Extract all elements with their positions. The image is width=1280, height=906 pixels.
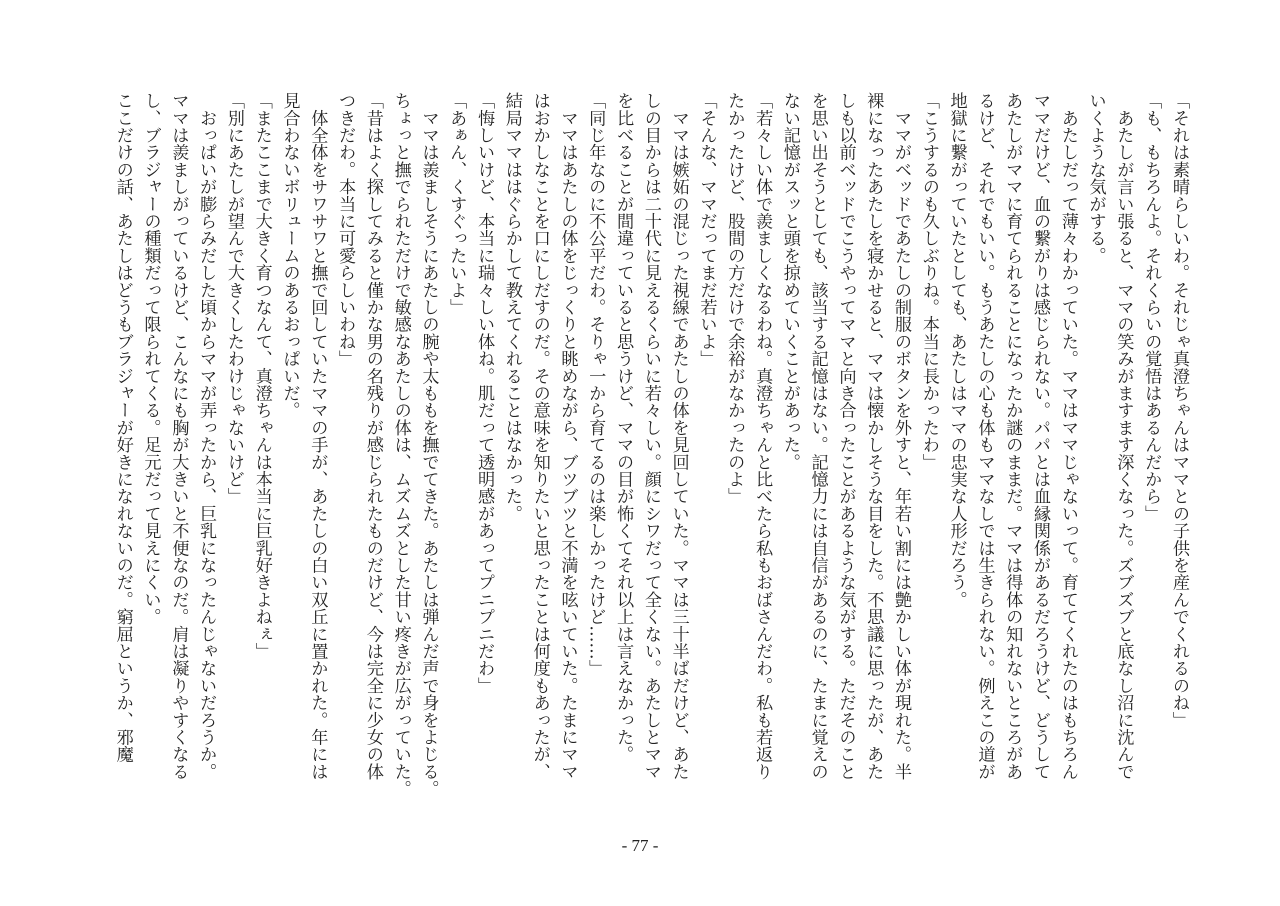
page-number: - 77 -: [621, 836, 659, 855]
text-line: しの目からは二十代に見えるくらいに若々しい。顔にシワだって全くない。あたしとママ: [640, 92, 661, 780]
text-line: 「昔はよく探してみると僅かな男の名残りが感じられたものだけど、今は完全に少女の体: [362, 92, 383, 780]
text-line: つきだわ。本当に可愛らしいわね」: [335, 92, 356, 368]
text-line: たかったけど、股間の方だけで余裕がなかったのよ」: [724, 92, 745, 505]
text-line: 「こうするのも久しぶりね。本当に長かったわ」: [918, 92, 939, 471]
text-line: いくような気がする。: [1085, 92, 1106, 264]
text-line: ママだけど、血の繋がりは感じられない。パパとは血縁関係があるだろうけど、どうして: [1030, 92, 1051, 780]
text-line: 見合わないボリュームのあるおっぱいだ。: [279, 92, 300, 419]
text-line: 結局ママははぐらかして教えてくれることはなかった。: [501, 92, 522, 522]
text-line: 地獄に繋がっていたとしても、あたしはママの忠実な人形だろう。: [946, 92, 967, 608]
text-line: あたしだって薄々わかっていた。ママはママじゃないって。育ててくれたのはもちろん: [1057, 92, 1078, 780]
text-line: ママは羨ましそうにあたしの腕や太ももを撫でてきた。あたしは弾んだ声で身をよじる。: [418, 92, 439, 798]
text-line: 「そんな、ママだってまだ若いよ」: [696, 92, 717, 368]
text-line: 「若々しい体で羨ましくなるわね。真澄ちゃんと比べたら私もおばさんだわ。私も若返り: [752, 92, 773, 780]
text-line: ママがベッドであたしの制服のボタンを外すと、年若い割には艶かしい体が現れた。半: [891, 92, 912, 780]
text-line: ちょっと撫でられただけで敏感なあたしの体は、ムズムズとした甘い疼きが広がっていた。: [390, 92, 411, 798]
text-line: 裸になったあたしを寝かせると、ママは懐かしそうな目をした。不思議に思ったが、あた: [863, 92, 884, 780]
text-line: を比べることが間違っていると思うけど、ママの目が怖くてそれ以上は言えなかった。: [613, 92, 634, 763]
text-line: しも以前ベッドでこうやってママと向き合ったことがあるような気がする。ただそのこと: [835, 92, 856, 780]
text-line: ママはあたしの体をじっくりと眺めながら、ブツブツと不満を呟いていた。たまにママ: [557, 92, 578, 780]
text-line: 「同じ年なのに不公平だわ。そりゃ一から育てるのは楽しかったけど……」: [585, 92, 606, 677]
text-line: 「悔しいけど、本当に瑞々しい体ね。肌だって透明感があってプニプニだわ」: [474, 92, 495, 694]
text-line: あたしがママに育てられることになったか謎のままだ。ママは得体の知れないところがあ: [1002, 92, 1023, 780]
text-line: はおかしなことを口にしだすのだ。その意味を知りたいと思ったことは何度もあったが、: [529, 92, 550, 780]
text-line: あたしが言い張ると、ママの笑みがますます深くなった。ズブズブと底なし沼に沈んで: [1113, 92, 1134, 780]
text-line: 「またここまで大きく育つなんて、真澄ちゃんは本当に巨乳好きよねぇ」: [251, 92, 272, 660]
text-line: 「別にあたしが望んで大きくしたわけじゃないけど」: [223, 92, 244, 505]
text-line: ここだけの話、あたしはどうもブラジャーが好きになれないのだ。窮屈というか、邪魔: [112, 92, 133, 763]
text-line: ママは嫉妬の混じった視線であたしの体を見回していた。ママは三十半ばだけど、あた: [668, 92, 689, 780]
text-line: るけど、それでもいい。もうあたしの心も体もママなしでは生きられない。例えこの道が: [974, 92, 995, 780]
text-line: ママは羨ましがっているけど、こんなにも胸が大きいと不便なのだ。肩は凝りやすくなる: [168, 92, 189, 780]
text-line: ない記憶がスッと頭を掠めていくことがあった。: [779, 92, 800, 471]
text-line: 「も、もちろんよ。それくらいの覚悟はあるんだから」: [1141, 92, 1162, 522]
text-line: し、ブラジャーの種類だって限られてくる。足元だって見えにくい。: [140, 92, 161, 626]
text-line: 「それは素晴らしいわ。それじゃ真澄ちゃんはママとの子供を産んでくれるのね」: [1169, 92, 1189, 729]
text-line: 体全体をサワサワと撫で回していたママの手が、あたしの白い双丘に置かれた。年には: [307, 92, 328, 780]
text-line: を思い出そうとしても、該当する記憶はない。記憶力には自信があるのに、たまに覚えの: [807, 92, 828, 780]
vertical-body-text: [108, 92, 1192, 798]
text-line: おっぱいが膨らみだした頃からママが弄ったから、巨乳になったんじゃないだろうか。: [196, 92, 217, 780]
text-line: 「あぁん、くすぐったいよ」: [446, 92, 467, 316]
